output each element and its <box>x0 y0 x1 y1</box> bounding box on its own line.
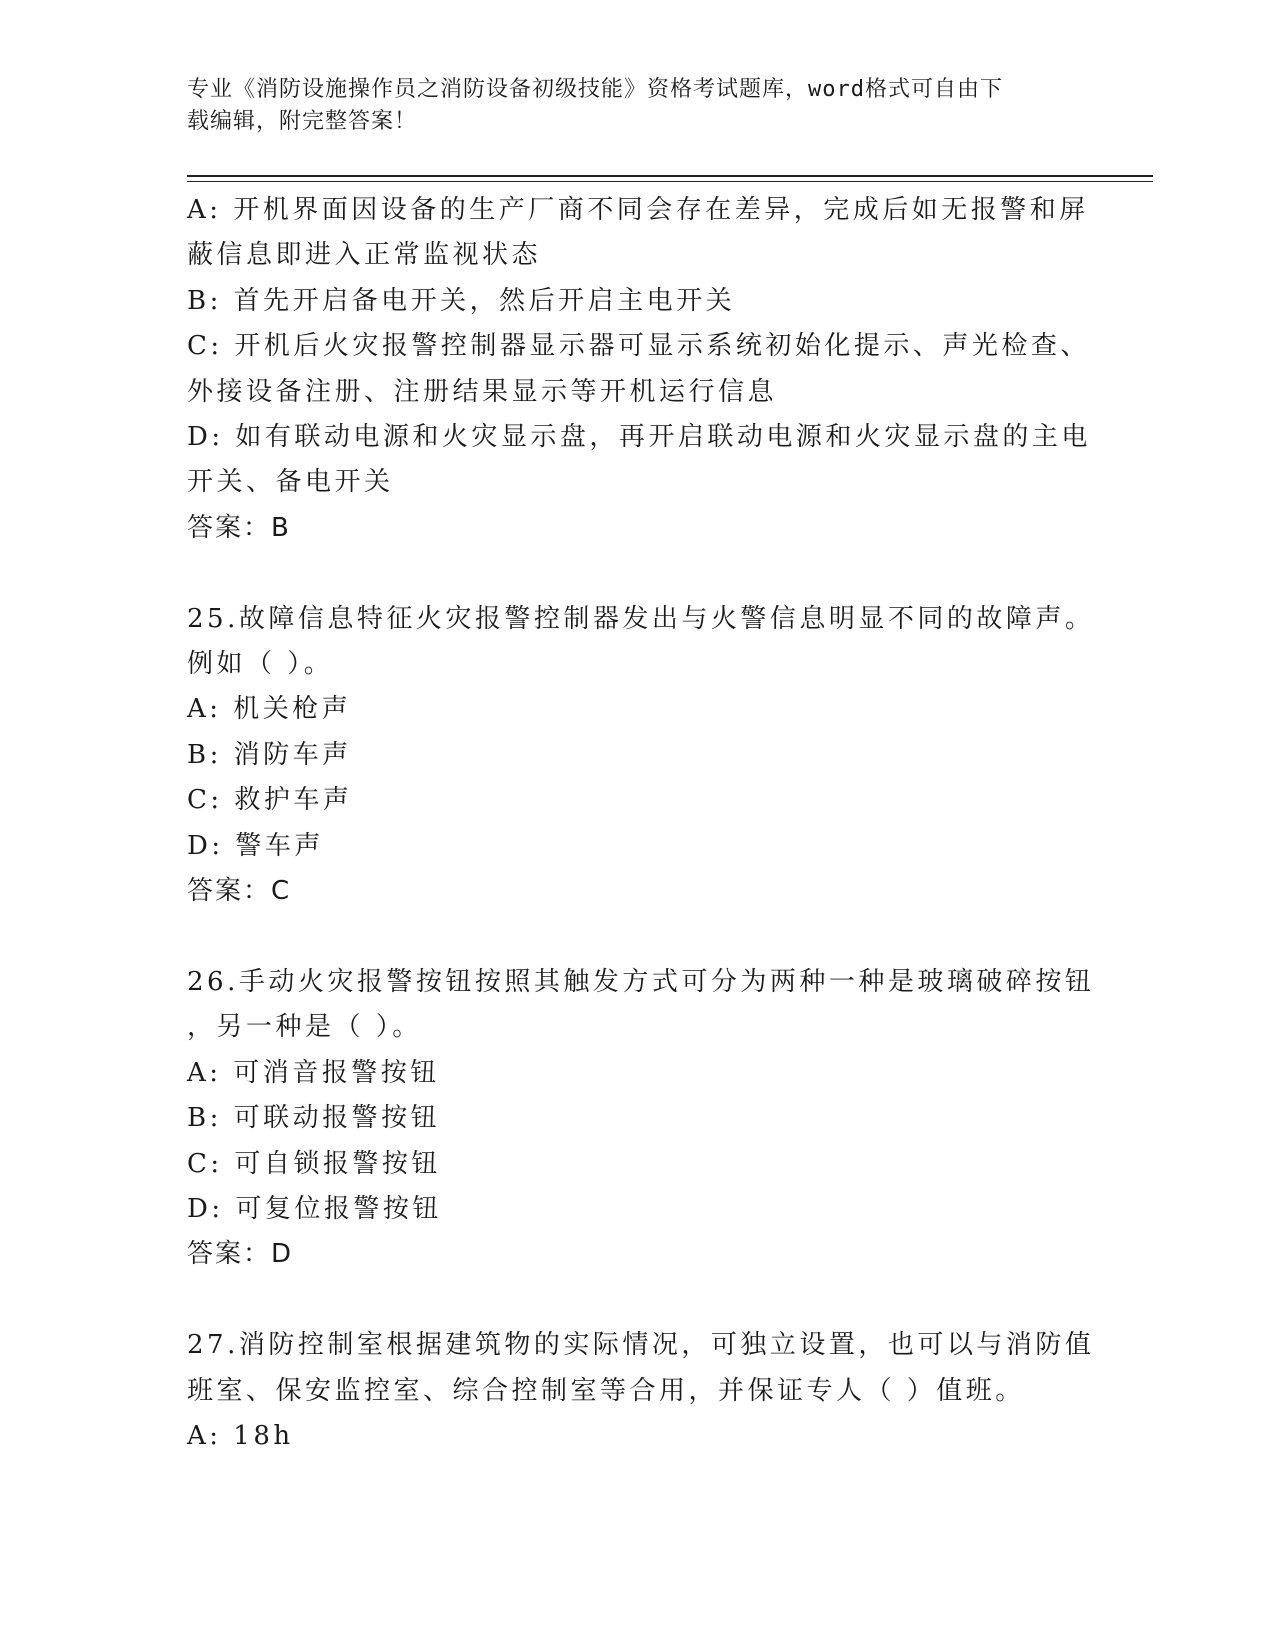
question-stem-line-2: 班室、保安监控室、综合控制室等合用，并保证专人（ ）值班。 <box>187 1375 1025 1406</box>
question-stem-line-1: 27.消防控制室根据建筑物的实际情况，可独立设置，也可以与消防值 <box>187 1330 1095 1361</box>
option-a: A: 18h <box>187 1420 294 1451</box>
option-d: D: 可复位报警按钮 <box>187 1193 442 1224</box>
option-a: A: 机关枪声 <box>187 694 352 725</box>
prev-question <box>187 188 1091 551</box>
question-stem-line-1: 25.故障信息特征火灾报警控制器发出与火警信息明显不同的故障声。 <box>187 603 1095 634</box>
answer-line: 答案：C <box>187 876 292 907</box>
document-header <box>187 74 1067 138</box>
option-b: B: 消防车声 <box>187 739 352 770</box>
question-26 <box>187 960 1095 1278</box>
option-b-line-1: B: 首先开启备电开关，然后开启主电开关 <box>187 285 736 316</box>
question-stem-line-1: 26.手动火灾报警按钮按照其触发方式可分为两种一种是玻璃破碎按钮 <box>187 966 1095 997</box>
question-stem-line-2: ，另一种是（ ）。 <box>187 1012 422 1043</box>
option-a: A: 可消音报警按钮 <box>187 1057 440 1088</box>
header-line-2: 载编辑，附完整答案！ <box>187 109 418 134</box>
question-stem-line-2: 例如（ ）。 <box>187 649 334 680</box>
spacer <box>187 1278 1087 1323</box>
header-divider-thick <box>187 175 1153 177</box>
answer-line: 答案：D <box>187 1239 294 1270</box>
answer-line: 答案：B <box>187 512 291 543</box>
option-a-line-1: A: 开机界面因设备的生产厂商不同会存在差异，完成后如无报警和屏 <box>187 195 1089 225</box>
header-divider-thin <box>187 181 1153 182</box>
header-line-1: 专业《消防设施操作员之消防设备初级技能》资格考试题库，word格式可自由下 <box>187 77 1003 102</box>
option-d-line-2: 开关、备电开关 <box>187 467 394 498</box>
option-c: C: 可自锁报警按钮 <box>187 1148 441 1179</box>
option-d: D: 警车声 <box>187 830 324 861</box>
option-b: B: 可联动报警按钮 <box>187 1103 441 1134</box>
question-25 <box>187 597 1095 915</box>
option-d-line-1: D: 如有联动电源和火灾显示盘，再开启联动电源和火灾显示盘的主电 <box>187 422 1091 453</box>
option-a-line-2: 蔽信息即进入正常监视状态 <box>187 240 542 271</box>
spacer <box>187 551 1087 596</box>
option-c-line-1: C: 开机后火灾报警控制器显示器可显示系统初始化提示、声光检查、 <box>187 331 1090 362</box>
spacer <box>187 914 1087 959</box>
question-content <box>187 188 1095 1459</box>
option-c: C: 救护车声 <box>187 785 353 816</box>
option-c-line-2: 外接设备注册、注册结果显示等开机运行信息 <box>187 376 778 407</box>
question-27 <box>187 1323 1095 1459</box>
